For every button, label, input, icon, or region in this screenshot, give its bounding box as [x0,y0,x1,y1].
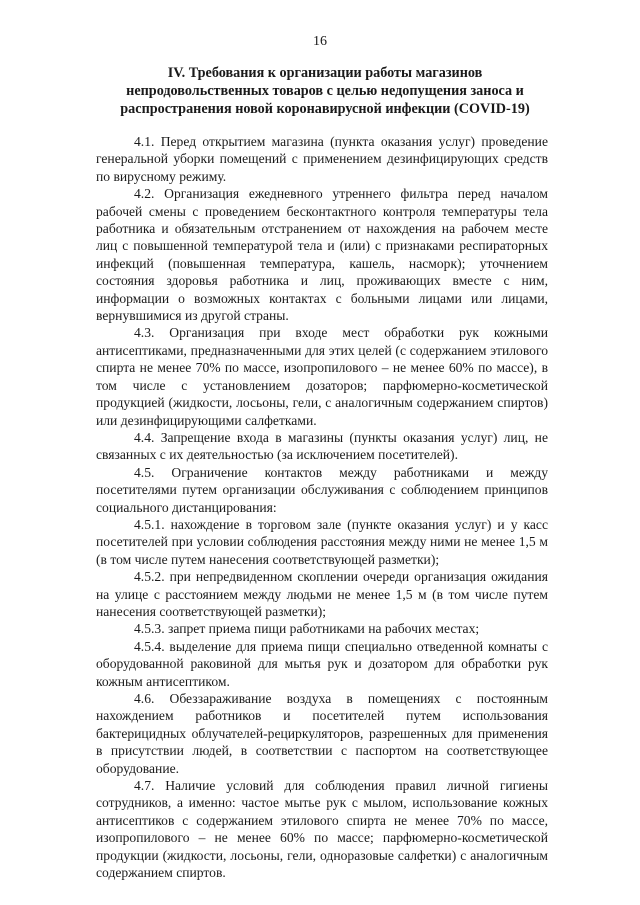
paragraph-4-5-4: 4.5.4. выделение для приема пищи специально отведенной комнаты с оборудованной раковиной для мытья рук и дозатором для обработки рук кожным антисептиком. [96,638,548,689]
paragraph-4-5-3: 4.5.3. запрет приема пищи работниками на рабочих местах; [134,621,480,637]
paragraph-4-2: 4.2. Организация ежедневного утреннего фильтра перед началом рабочей смены с проведением бесконтактного контроля температуры тела работника и обязательным отстранением от нахождения на рабочем месте лиц с повышенной температурой тела и (или) с признаками респираторных инфекций (повышенная температура, кашель, насморк); уточнением состояния здоровья работника и лиц, проживающих вместе с ним, информации о возможных контактах с больными лицами или лицами, вернувшимися из другой страны. [96,186,548,324]
paragraph-4-5-1: 4.5.1. нахождение в торговом зале (пункте оказания услуг) и у касс посетителей при условии соблюдения расстояния между ними не менее 1,5 м (в том числе путем нанесения соответствующей разметки); [96,516,548,567]
paragraph-4-5: 4.5. Ограничение контактов между работниками и между посетителями путем организации обслуживания с соблюдением принципов социального дистанцирования: [96,464,548,515]
paragraph-4-1: 4.1. Перед открытием магазина (пункта оказания услуг) проведение генеральной уборки помещений с применением дезинфицирующих средств по вирусному режиму. [96,134,548,184]
paragraph-4-7: 4.7. Наличие условий для соблюдения правил личной гигиены сотрудников, а именно: частое мытье рук с мылом, использование кожных антисептиков с содержанием этилового спирта не менее 70% по массе, изопропилового – не менее 60% по массе; парфюмерно-косметической продукции (жидкости, лосьоны, гели, одноразовые салфетки) с аналогичным содержанием спиртов. [96,778,548,881]
paragraph-4-3: 4.3. Организация при входе мест обработки рук кожными антисептиками, предназначенными для этих целей (с содержанием этилового спирта не менее 70% по массе, изопропилового – не менее 60% по массе), в том числе с установлением дозаторов; парфюмерно-косметической продукцией (жидкости, лосьоны, гели, с аналогичным содержанием спиртов) или дезинфицирующими салфетками. [96,325,548,428]
section-title: IV. Требования к организации работы магазинов непродовольственных товаров с целью недопущения заноса и распространения новой коронавирусной инфекции (COVID-19) [120,65,530,117]
paragraph-4-4: 4.4. Запрещение входа в магазины (пункты оказания услуг) лиц, не связанных с их деятельностью (за исключением посетителей). [96,429,548,463]
document-body [96,133,548,881]
page-number: 16 [313,34,327,49]
paragraph-4-6: 4.6. Обеззараживание воздуха в помещениях с постоянным нахождением работников и посетителей путем использования бактерицидных облучателей-рециркуляторов, разрешенных для применения в присутствии людей, в соответствии с паспортом на соответствующее оборудование. [96,691,548,776]
paragraph-4-5-2: 4.5.2. при непредвиденном скоплении очереди организация ожидания на улице с расстоянием между людьми не менее 1,5 м (в том числе путем нанесения соответствующей разметки); [96,569,548,619]
